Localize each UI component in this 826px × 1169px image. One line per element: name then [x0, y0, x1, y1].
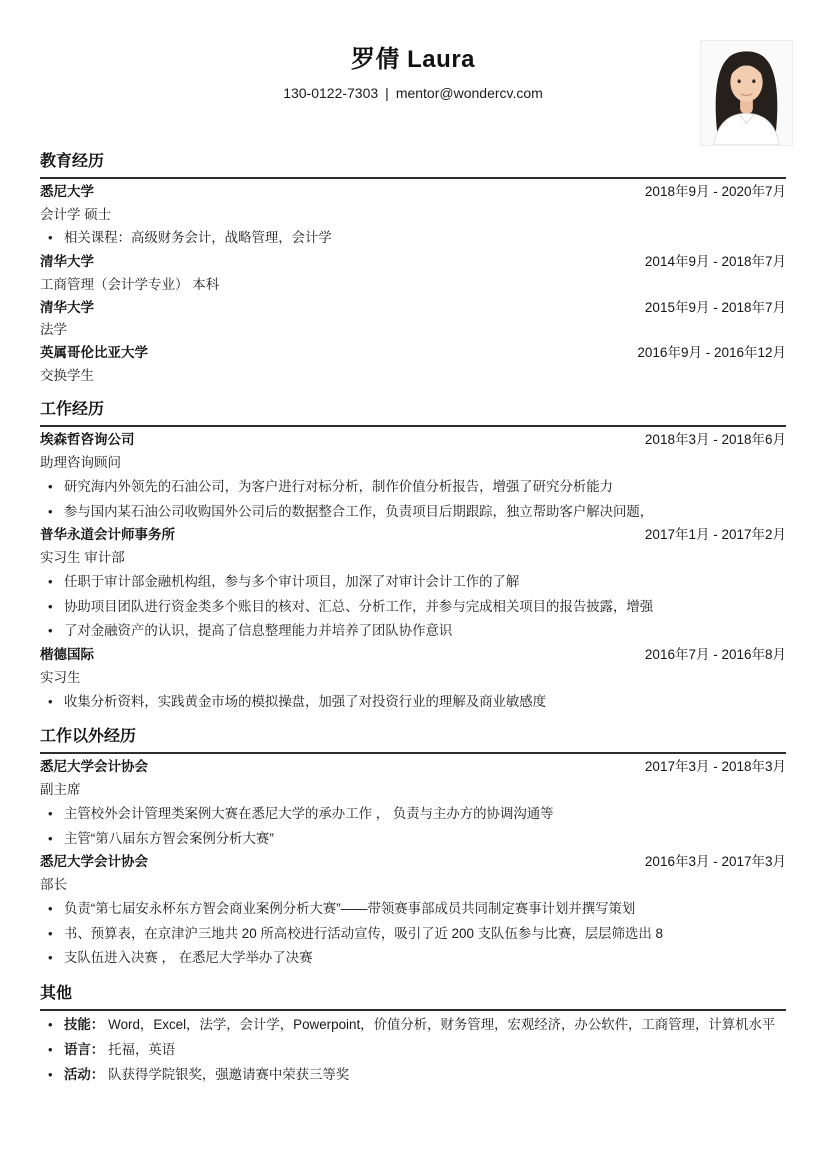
role-line: 部长	[40, 877, 67, 893]
bullet-item: • 负责“第七届安永杯东方智会商业案例分析大赛”——带领赛事部成员共同制定赛事计划并撰写策划	[40, 897, 786, 922]
bullet-dot-icon: •	[48, 230, 53, 246]
resume-content	[40, 0, 786, 1088]
org-name: 悉尼大学会计协会	[40, 854, 148, 870]
bullet-item: • 协助项目团队进行资金类多个账目的核对、汇总、分析工作，并参与完成相关项目的报告披露，增强	[40, 595, 786, 620]
bullet-list	[40, 690, 786, 715]
org-name: 楷德国际	[40, 647, 94, 663]
org-name: 清华大学	[40, 254, 94, 270]
date-range: 2016年3月 - 2017年3月	[644, 854, 786, 870]
work-entries	[40, 427, 786, 714]
bullet-dot-icon: •	[48, 693, 53, 709]
role-line: 实习生 审计部	[40, 550, 125, 566]
bullet-item-languages	[40, 1038, 786, 1063]
bullet-dot-icon: •	[48, 478, 53, 494]
bullet-item-activities	[40, 1063, 786, 1088]
education-entry	[40, 297, 786, 320]
section-other	[40, 985, 786, 1087]
bullet-item: • 参与国内某石油公司收购国外公司后的数据整合工作，负责项目后期跟踪，独立帮助客户解决问题，	[40, 500, 786, 525]
degree-line: 会计学 硕士	[40, 206, 112, 222]
education-entry	[40, 251, 786, 274]
other-entries	[40, 1011, 786, 1087]
date-range: 2017年3月 - 2018年3月	[644, 759, 786, 775]
bullet-list	[40, 1013, 786, 1087]
other-text: 托福，英语	[108, 1042, 176, 1058]
bullet-list	[40, 802, 786, 852]
bullet-item: • 支队伍进入决赛 ， 在悉尼大学举办了决赛	[40, 946, 786, 971]
bullet-list	[40, 475, 786, 525]
bullet-dot-icon: •	[48, 598, 53, 614]
extracurricular-entry	[40, 851, 786, 874]
education-entries	[40, 179, 786, 387]
bullet-item: • 研究海内外领先的石油公司，为客户进行对标分析，制作价值分析报告，增强了研究分析能力	[40, 475, 786, 500]
bullet-item: • 主管校外会计管理类案例大赛在悉尼大学的承办工作 ， 负责与主办方的协调沟通等	[40, 802, 786, 827]
bullet-dot-icon: •	[48, 900, 53, 916]
contact-line	[40, 85, 786, 101]
date-range: 2015年9月 - 2018年7月	[644, 299, 786, 315]
bullet-list	[40, 570, 786, 644]
date-range: 2016年9月 - 2016年12月	[637, 345, 786, 361]
contact-separator: |	[385, 85, 389, 101]
bullet-dot-icon: •	[48, 1066, 53, 1082]
bullet-dot-icon: •	[48, 1017, 53, 1033]
phone-number: 130-0122-7303	[283, 85, 379, 101]
date-range: 2018年9月 - 2020年7月	[644, 184, 786, 199]
bullet-dot-icon: •	[48, 1042, 53, 1058]
bullet-item: • 了对金融资产的认识，提高了信息整理能力并培养了团队协作意识	[40, 619, 786, 644]
section-work	[40, 401, 786, 714]
bullet-dot-icon: •	[48, 830, 53, 846]
date-range: 2014年9月 - 2018年7月	[644, 254, 786, 270]
bullet-list	[40, 226, 786, 251]
org-name: 清华大学	[40, 299, 94, 315]
date-range: 2017年1月 - 2017年2月	[644, 527, 786, 543]
degree-line: 工商管理（会计学专业） 本科	[40, 276, 220, 292]
bullet-item: • 主管“第八届东方智会案例分析大赛”	[40, 827, 786, 852]
work-entry	[40, 524, 786, 547]
extracurricular-entries	[40, 754, 786, 971]
org-name: 悉尼大学	[40, 184, 94, 199]
education-entry	[40, 181, 786, 204]
bullet-list	[40, 897, 786, 971]
section-title-work: 工作经历	[40, 401, 786, 427]
degree-line: 法学	[40, 322, 67, 338]
bullet-dot-icon: •	[48, 503, 53, 519]
education-entry	[40, 342, 786, 365]
role-line: 实习生	[40, 669, 81, 685]
bullet-item: • 相关课程：高级财务会计，战略管理，会计学	[40, 226, 786, 251]
section-extracurricular	[40, 728, 786, 971]
other-text: Word，Excel，法学，会计学，Powerpoint，价值分析，财务管理，宏观经济，办公软件，工商管理，计算机水平	[108, 1017, 776, 1033]
bullet-item: • 书、预算表，在京津沪三地共 20 所高校进行活动宣传，吸引了近 200 支队伍参与比赛，层层筛选出 8	[40, 922, 786, 947]
date-range: 2016年7月 - 2016年8月	[644, 647, 786, 663]
bullet-dot-icon: •	[48, 573, 53, 589]
org-name: 普华永道会计师事务所	[40, 527, 175, 543]
section-title-education: 教育经历	[40, 153, 786, 179]
other-label: 活动：	[64, 1066, 105, 1082]
other-text: 队获得学院银奖，强邀请赛中荣获三等奖	[108, 1066, 350, 1082]
work-entry	[40, 644, 786, 667]
bullet-item: • 收集分析资料，实践黄金市场的模拟操盘，加强了对投资行业的理解及商业敏感度	[40, 690, 786, 715]
email-address: mentor@wondercv.com	[395, 85, 543, 101]
bullet-dot-icon: •	[48, 623, 53, 639]
extracurricular-entry	[40, 756, 786, 779]
org-name: 悉尼大学会计协会	[40, 759, 148, 775]
bullet-item: • 任职于审计部金融机构组，参与多个审计项目，加深了对审计会计工作的了解	[40, 570, 786, 595]
other-label: 技能：	[64, 1017, 105, 1033]
section-title-extracurricular: 工作以外经历	[40, 728, 786, 754]
other-label: 语言：	[64, 1042, 105, 1058]
bullet-dot-icon: •	[48, 925, 53, 941]
degree-line: 交换学生	[40, 367, 94, 383]
date-range: 2018年3月 - 2018年6月	[644, 432, 786, 448]
candidate-name: 罗倩 Laura	[350, 46, 476, 73]
org-name: 英属哥伦比亚大学	[40, 345, 148, 361]
role-line: 副主席	[40, 782, 81, 798]
resume-header	[40, 0, 786, 101]
role-line: 助理咨询顾问	[40, 455, 121, 471]
bullet-dot-icon: •	[48, 805, 53, 821]
section-title-other: 其他	[40, 985, 786, 1011]
bullet-item-skills	[40, 1013, 786, 1038]
work-entry	[40, 429, 786, 452]
section-education	[40, 153, 786, 387]
bullet-dot-icon: •	[48, 950, 53, 966]
org-name: 埃森哲咨询公司	[40, 432, 135, 448]
